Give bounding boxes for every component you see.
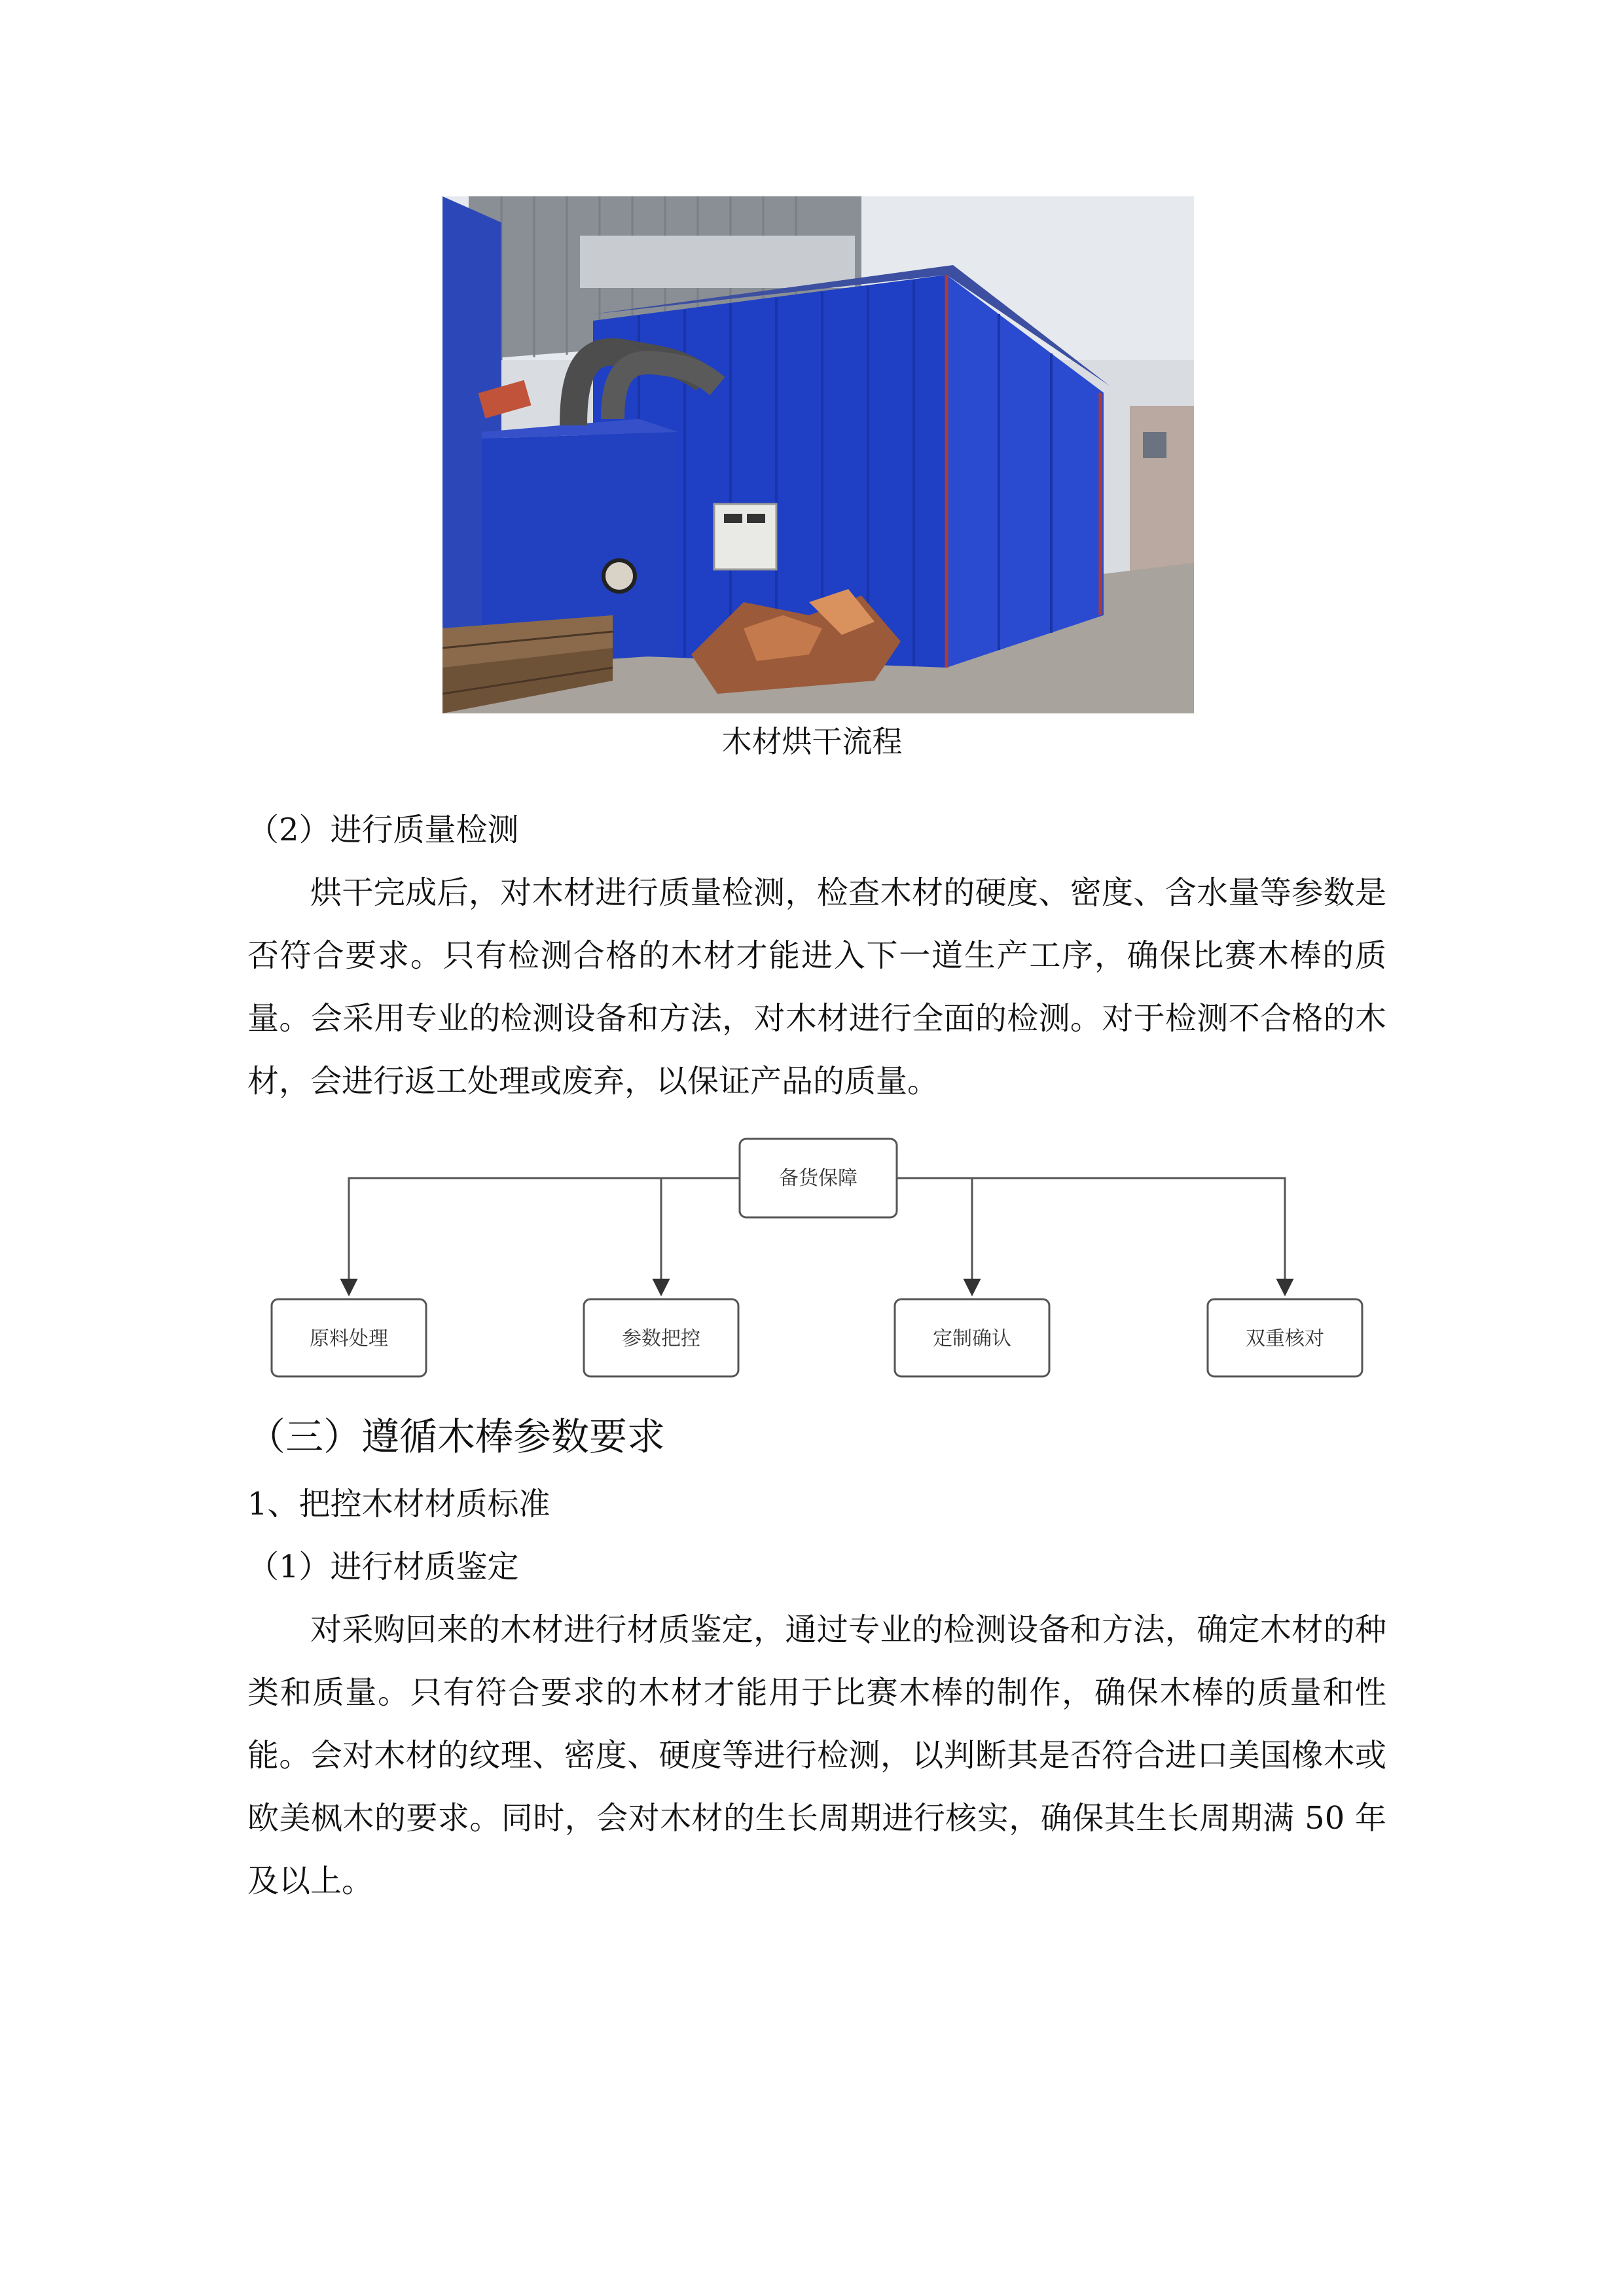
connector-root-to-custom-confirmation <box>897 1178 972 1295</box>
node-raw-material: 原料处理 <box>310 1327 388 1350</box>
node-parameter-control: 参数把控 <box>622 1327 700 1350</box>
paragraph-material-identification: 对采购回来的木材进行材质鉴定，通过专业的检测设备和方法，确定木材的种类和质量。只有符合要求的木材才能用于比赛木棒的制作，确保木棒的质量和性能。会对木材的纹理、密度、硬度等进行检测，以判断其是否符合进口美国橡木或欧美枫木的要求。同时，会对木材的生长周期进行核实，确保其生长周期满 50 年及以上。 <box>247 1611 1386 1899</box>
kiln-photo-drawing <box>442 196 1194 713</box>
node-double-check: 双重核对 <box>1246 1327 1324 1350</box>
section-title: （三）遵循木棒参数要求 <box>247 1414 666 1459</box>
section-heading-quality-inspection: （2）进行质量检测 <box>247 812 519 848</box>
subsection-title: 1、把控木材材质标准 <box>247 1486 550 1522</box>
connector-root-to-parameter-control <box>661 1178 740 1295</box>
flowchart-drawing <box>262 1126 1375 1388</box>
section-heading-material-identification: （1）进行材质鉴定 <box>247 1549 519 1585</box>
figure-caption: 木材烘干流程 <box>721 724 903 759</box>
kiln-photo <box>442 196 1194 713</box>
flowchart <box>262 1126 1375 1388</box>
paragraph-quality-inspection: 烘干完成后，对木材进行质量检测，检查木材的硬度、密度、含水量等参数是否符合要求。只有检测合格的木材才能进入下一道生产工序，确保比赛木棒的质量。会采用专业的检测设备和方法，对木材进行全面的检测。对于检测不合格的木材，会进行返工处理或废弃，以保证产品的质量。 <box>247 874 1386 1100</box>
connector-root-to-raw-material <box>349 1178 740 1295</box>
connector-root-to-double-check <box>897 1178 1285 1295</box>
node-custom-confirmation: 定制确认 <box>933 1327 1011 1350</box>
node-root: 备货保障 <box>779 1167 857 1190</box>
